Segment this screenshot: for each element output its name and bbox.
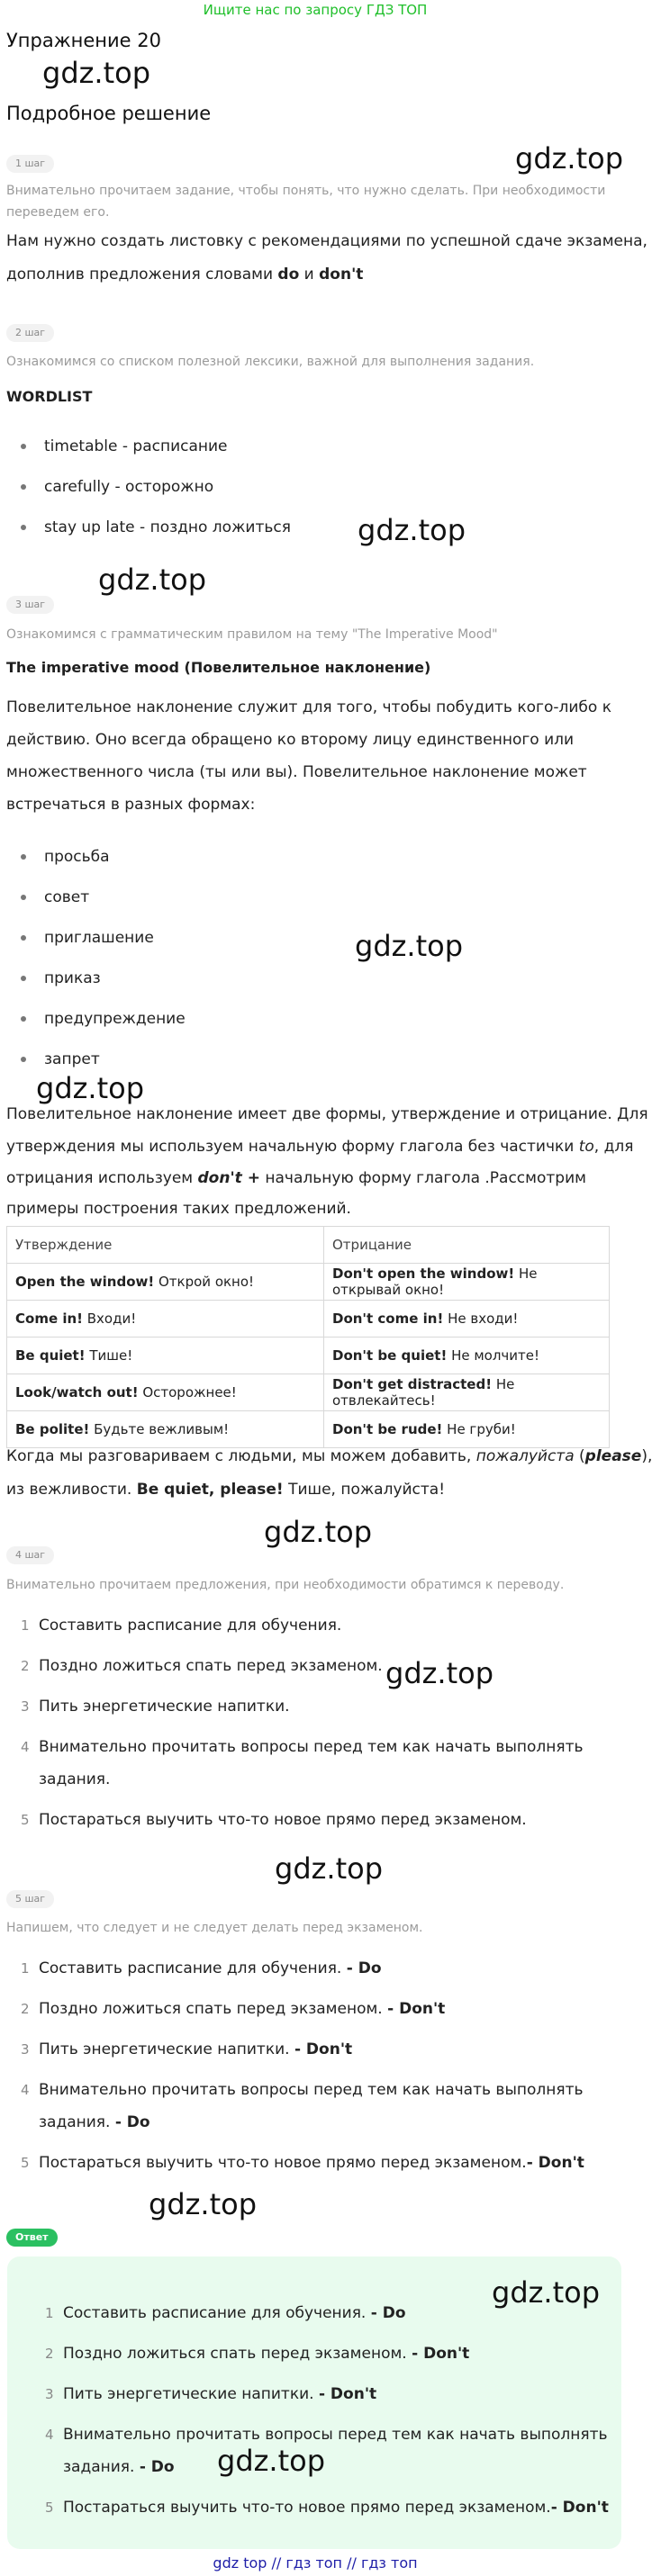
- watermark: gdz.top: [42, 56, 151, 90]
- step-badge: 4 шаг: [6, 1546, 54, 1564]
- watermark: gdz.top: [36, 1071, 145, 1105]
- watermark: gdz.top: [98, 563, 207, 597]
- list-item: Постараться выучить что-то новое прямо перед экзаменом.: [39, 1811, 527, 1829]
- watermark: gdz.top: [217, 2444, 326, 2478]
- search-banner: Ищите нас по запросу ГДЗ ТОП: [203, 2, 428, 18]
- step-hint: Напишем, что следует и не следует делать перед экзаменом.: [6, 1921, 423, 1935]
- rule-text: Когда мы разговариваем с людьми, мы можем добавить, пожалуйста (please),: [6, 1447, 652, 1465]
- table-cell: Be polite! Будьте вежливым!: [7, 1411, 324, 1448]
- list-number: 4: [21, 1739, 30, 1755]
- watermark: gdz.top: [492, 2275, 601, 2310]
- watermark: gdz.top: [385, 1656, 494, 1690]
- table-header-cell: Отрицание: [324, 1227, 610, 1264]
- list-item: Внимательно прочитать вопросы перед тем как начать выполнять: [39, 2081, 584, 2099]
- list-item: Поздно ложиться спать перед экзаменом. - Don't: [39, 2000, 446, 2018]
- answer-item: Поздно ложиться спать перед экзаменом. - Don't: [63, 2345, 470, 2363]
- list-number: 5: [45, 2499, 54, 2516]
- imperative-table: [6, 1226, 610, 1448]
- list-number: 2: [21, 2001, 30, 2017]
- list-number: 2: [45, 2346, 54, 2362]
- list-number: 4: [21, 2082, 30, 2098]
- form-item: приглашение: [44, 929, 154, 947]
- watermark: gdz.top: [275, 1851, 384, 1886]
- bullet: [21, 854, 26, 860]
- step-hint: Внимательно прочитаем задание, чтобы понять, что нужно сделать. При необходимости переведем его.: [6, 184, 606, 220]
- bullet: [21, 976, 26, 981]
- step-hint: Ознакомимся со списком полезной лексики, важной для выполнения задания.: [6, 355, 535, 369]
- wordlist-item: stay up late - поздно ложиться: [44, 518, 291, 536]
- list-number: 3: [21, 2041, 30, 2058]
- watermark: gdz.top: [515, 141, 624, 176]
- list-number: 1: [45, 2305, 54, 2321]
- rule-text: действию. Оно всегда обращено ко второму лицу единственного или: [6, 731, 575, 749]
- list-number: 5: [21, 1812, 30, 1828]
- table-cell: Come in! Входи!: [7, 1301, 324, 1338]
- rule-text: Повелительное наклонение служит для того, чтобы побудить кого-либо к: [6, 698, 611, 716]
- step-badge: 5 шаг: [6, 1890, 54, 1908]
- list-item: Поздно ложиться спать перед экзаменом.: [39, 1657, 383, 1675]
- solution-heading: Подробное решение: [6, 103, 212, 124]
- step-hint: Ознакомимся с грамматическим правилом на тему "The Imperative Mood": [6, 627, 498, 642]
- list-item-cont: задания.: [39, 1770, 111, 1788]
- form-item: просьба: [44, 848, 110, 866]
- table-cell: Don't come in! Не входи!: [324, 1301, 610, 1338]
- wordlist-heading: WORDLIST: [6, 388, 93, 405]
- bullet: [21, 1057, 26, 1062]
- watermark: gdz.top: [264, 1515, 373, 1549]
- list-item: Пить энергетические напитки. - Don't: [39, 2040, 353, 2058]
- answer-item: Постараться выучить что-то новое прямо перед экзаменом.- Don't: [63, 2499, 609, 2517]
- task-text-line2: дополнив предложения словами do и don't: [6, 266, 364, 284]
- table-cell: Don't be quiet! Не молчите!: [324, 1338, 610, 1374]
- form-item: запрет: [44, 1050, 100, 1068]
- list-item: Постараться выучить что-то новое прямо перед экзаменом.- Don't: [39, 2154, 584, 2172]
- step-badge: 3 шаг: [6, 596, 54, 614]
- rule-text: Повелительное наклонение имеет две формы, утверждение и отрицание. Для: [6, 1105, 648, 1123]
- bullet: [21, 444, 26, 449]
- bullet: [21, 484, 26, 490]
- list-number: 1: [21, 1617, 30, 1634]
- list-number: 3: [45, 2386, 54, 2402]
- answer-item: Составить расписание для обучения. - Do: [63, 2304, 406, 2322]
- task-text-line1: Нам нужно создать листовку с рекомендациями по успешной сдаче экзамена,: [6, 232, 647, 250]
- list-item-cont: задания. - Do: [39, 2113, 150, 2131]
- table-cell: Be quiet! Тише!: [7, 1338, 324, 1374]
- list-number: 1: [21, 1960, 30, 1977]
- footer-links[interactable]: gdz top // гдз топ // гдз топ: [213, 2554, 418, 2571]
- answer-item: Пить энергетические напитки. - Don't: [63, 2385, 377, 2403]
- answer-badge: Ответ: [6, 2229, 58, 2247]
- bullet: [21, 935, 26, 941]
- rule-text: множественного числа (ты или вы). Повелительное наклонение может: [6, 763, 587, 781]
- bullet: [21, 525, 26, 530]
- table-row: [7, 1301, 610, 1338]
- table-row: [7, 1338, 610, 1374]
- wordlist-item: carefully - осторожно: [44, 478, 214, 496]
- rule-text: из вежливости. Be quiet, please! Тише, пожалуйста!: [6, 1481, 446, 1499]
- table-cell: Look/watch out! Осторожнее!: [7, 1374, 324, 1411]
- table-row: [7, 1264, 610, 1301]
- list-item: Составить расписание для обучения.: [39, 1617, 342, 1635]
- form-item: предупреждение: [44, 1010, 186, 1028]
- table-cell: Don't get distracted! Не отвлекайтесь!: [324, 1374, 610, 1411]
- table-cell: Open the window! Открой окно!: [7, 1264, 324, 1301]
- list-item: Пить энергетические напитки.: [39, 1698, 290, 1716]
- step-badge: 1 шаг: [6, 155, 54, 173]
- rule-text: отрицания используем don't + начальную форму глагола .Рассмотрим: [6, 1169, 586, 1187]
- table-row: [7, 1374, 610, 1411]
- rule-heading: The imperative mood (Повелительное наклонение): [6, 659, 431, 676]
- page-title: Упражнение 20: [6, 30, 161, 51]
- table-header-row: [7, 1227, 610, 1264]
- step-badge: 2 шаг: [6, 324, 54, 342]
- table-header-cell: Утверждение: [7, 1227, 324, 1264]
- rule-text: примеры построения таких предложений.: [6, 1200, 351, 1218]
- form-item: совет: [44, 888, 90, 906]
- rule-text: утверждения мы используем начальную форму глагола без частички to, для: [6, 1138, 634, 1156]
- table-cell: Don't be rude! Не груби!: [324, 1411, 610, 1448]
- watermark: gdz.top: [149, 2187, 258, 2221]
- step-hint: Внимательно прочитаем предложения, при необходимости обратимся к переводу.: [6, 1578, 565, 1592]
- list-item: Составить расписание для обучения. - Do: [39, 1959, 382, 1977]
- watermark: gdz.top: [355, 929, 464, 963]
- answer-item-cont: задания. - Do: [63, 2458, 175, 2476]
- bullet: [21, 1016, 26, 1022]
- watermark: gdz.top: [358, 513, 466, 547]
- list-number: 5: [21, 2155, 30, 2171]
- list-number: 4: [45, 2427, 54, 2443]
- table-cell: Don't open the window! Не открывай окно!: [324, 1264, 610, 1301]
- list-item: Внимательно прочитать вопросы перед тем как начать выполнять: [39, 1738, 584, 1756]
- list-number: 3: [21, 1698, 30, 1715]
- answer-item: Внимательно прочитать вопросы перед тем как начать выполнять: [63, 2426, 608, 2444]
- wordlist-item: timetable - расписание: [44, 437, 228, 455]
- list-number: 2: [21, 1658, 30, 1674]
- bullet: [21, 895, 26, 900]
- form-item: приказ: [44, 969, 101, 987]
- rule-text: встречаться в разных формах:: [6, 796, 256, 814]
